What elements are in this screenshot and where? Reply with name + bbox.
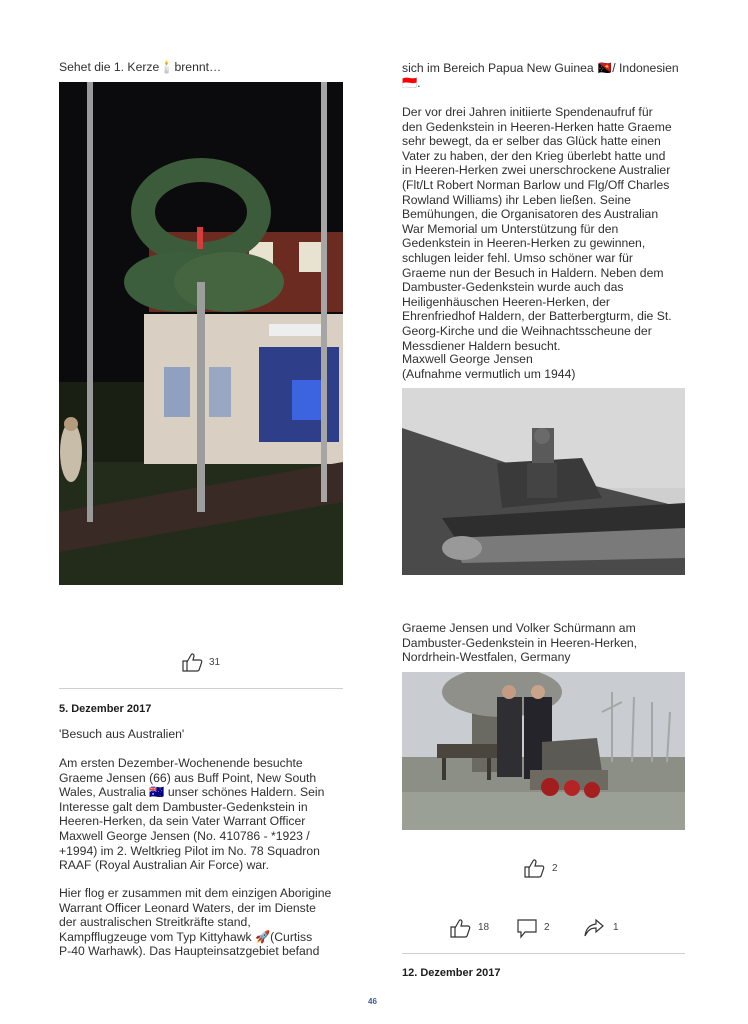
memorial-paragraph: Der vor drei Jahren initiierte Spendenaufruf für den Gedenkstein in Heeren-Herken hatte Graeme sehr bewegt, da er selber das Glück hatte einen Vater zu haben, der den Krieg überlebt hatte und in Heeren-Herken zwei unerschrockene Australier (Flt/Lt Robert Norman Barlow und Flg/Off Charles Rowland Williams) ihr Leben ließen. Seine Bemühungen, die Organisatoren des Australian War Memorial um Unterstützung für den Gedenkstein in Heeren-Herken zu gewinnen, schlugen leider fehl. Umso schöner war für Graeme nun der Besuch in Haldern. Neben dem Dambuster-Gedenkstein wurde auch das Heiligenhäuschen Heeren-Herken, der Ehrenfriedhof Haldern, der Batterbergturm, die St. Georg-Kirche und die Weihnachtsscheune der Messdiener Haldern besucht. [402, 105, 672, 353]
post-paragraph-1: Am ersten Dezember-Wochenende besuchte Graeme Jensen (66) aus Buff Point, New South Wales, Australia 🇦🇺 unser schönes Haldern. Sein Interesse galt dem Dambuster-Gedenkstein in Heeren-Herken, da sein Vater Warrant Officer Maxwell George Jensen (No. 410786 - *1923 / +1994) im 2. Weltkrieg Pilot im No. 78 Squadron RAAF (Royal Australian Air Force) war. [59, 756, 325, 873]
post-title: 'Besuch aus Australien' [59, 727, 185, 741]
post-paragraph-2: Hier flog er zusammen mit dem einzigen Aborigine Warrant Officer Leonard Waters, der im Dienste der australischen Streitkräfte stand, Kampfflugzeuge vom Typ Kittyhawk 🚀(Curtiss P-40 Warhawk). Das Haupteinsatzgebiet befand [59, 886, 332, 959]
photo1-caption: Maxwell George Jensen (Aufnahme vermutlich um 1944) [402, 352, 576, 381]
like-count: 31 [209, 657, 221, 668]
thumbs-up-icon [449, 918, 471, 938]
like-button[interactable] [181, 652, 203, 672]
photo-like-button[interactable] [523, 858, 545, 878]
memorial-visit-image [402, 672, 685, 830]
share-arrow-icon [583, 917, 605, 939]
comment-count: 2 [544, 922, 550, 933]
advent-wreath-image [59, 82, 343, 585]
thumbs-up-icon [181, 652, 203, 672]
photo2-caption: Graeme Jensen und Volker Schürmann am Dambuster-Gedenkstein in Heeren-Herken, Nordrhein-Westfalen, Germany [402, 621, 638, 665]
location-line: sich im Bereich Papua New Guinea 🇵🇬/ Indonesien 🇮🇩. [402, 61, 679, 90]
share-button[interactable] [583, 917, 605, 939]
advent-wreath-photo [59, 82, 343, 585]
memorial-visit-photo [402, 672, 685, 830]
divider [402, 953, 685, 954]
post-date: 5. Dezember 2017 [59, 703, 152, 715]
thumbs-up-icon [523, 858, 545, 878]
candle-caption: Sehet die 1. Kerze🕯️brennt… [59, 60, 222, 74]
pilot-photo [402, 388, 685, 575]
pilot-image [402, 388, 685, 575]
page-number: 46 [368, 997, 377, 1006]
photo-like-count: 2 [552, 863, 558, 874]
comment-button[interactable] [516, 917, 538, 939]
next-post-date: 12. Dezember 2017 [402, 967, 501, 979]
comment-bubble-icon [516, 917, 538, 939]
post-like-count: 18 [478, 922, 490, 933]
share-count: 1 [613, 922, 619, 933]
divider [59, 688, 343, 689]
post-like-button[interactable] [449, 918, 471, 938]
